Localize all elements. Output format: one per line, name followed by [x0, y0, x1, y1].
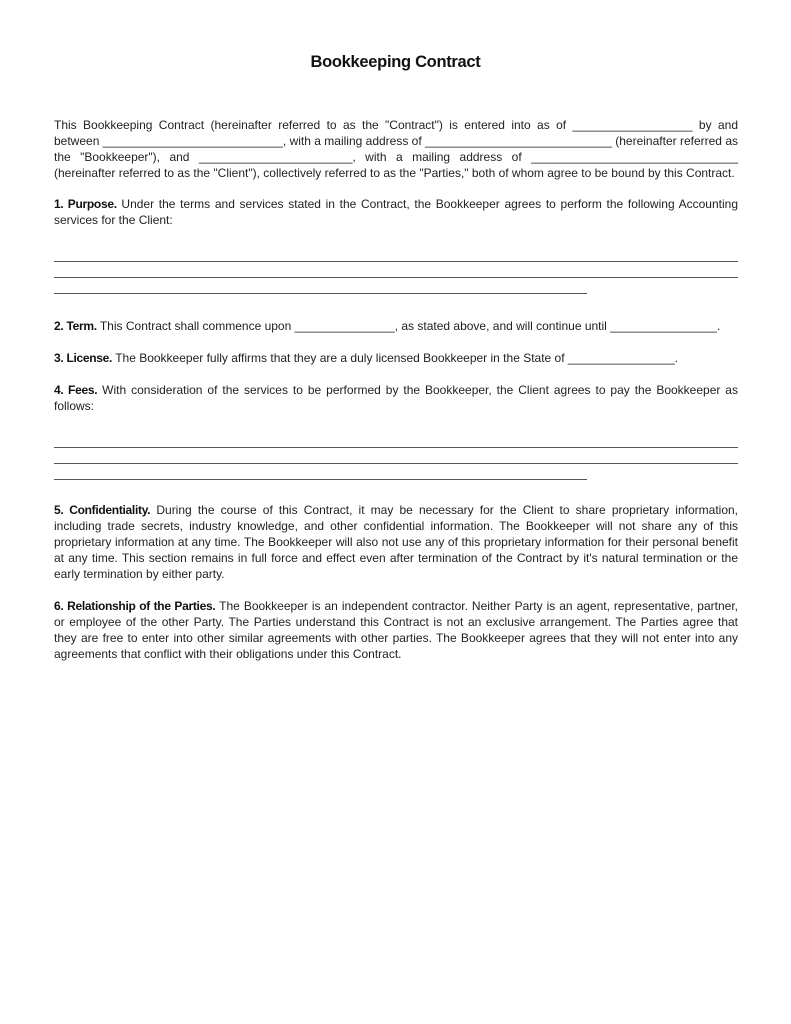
intro-paragraph: This Bookkeeping Contract (hereinafter referred to as the "Contract") is entered into as of __________________ by and between ___________________________, with a mailing address of ____________________________ (hereinafter referred as the "Bookkeeper"), and _______________________, with a mailing address of _______________________________ (hereinafter referred to as the "Client"), collectively referred to as the "Parties," both of whom agree to be bound by this Contract.: [54, 118, 738, 180]
document-body: [54, 117, 738, 662]
blank-line: [54, 432, 738, 448]
purpose-blank-lines: [54, 246, 738, 294]
section-heading: 6. Relationship of the Parties.: [54, 599, 216, 613]
section-text: The Bookkeeper is an independent contractor. Neither Party is an agent, representative, partner, or employee of the other Party. The Parties understand this Contract is not an exclusive arrangement. The Parties agree that they are free to enter into other similar agreements with other parties. The Bookkeeper agrees that they will not enter into any agreements that conflict with their obligations under this Contract.: [54, 599, 738, 661]
section-confidentiality: [54, 502, 738, 582]
section-heading: 3. License.: [54, 351, 113, 365]
blank-line: [54, 448, 738, 464]
section-text: This Contract shall commence upon _______________, as stated above, and will continue until ________________.: [96, 319, 721, 333]
section-heading: 2. Term.: [54, 319, 97, 333]
section-heading: 4. Fees.: [54, 383, 98, 397]
section-term: [54, 318, 738, 334]
blank-line: [54, 262, 738, 278]
fees-blank-lines: [54, 432, 738, 480]
section-purpose: [54, 196, 738, 228]
section-text: Under the terms and services stated in the Contract, the Bookkeeper agrees to perform the following Accounting services for the Client:: [54, 197, 739, 227]
blank-line: [54, 278, 587, 294]
section-heading: 5. Confidentiality.: [54, 503, 151, 517]
section-fees: [54, 382, 738, 414]
document-title: Bookkeeping Contract: [310, 53, 481, 71]
section-text: During the course of this Contract, it may be necessary for the Client to share proprietary information, including trade secrets, industry knowledge, and other confidential information. The Bookkeeper will not share any of this proprietary information at any time. The Bookkeeper will also not use any of this proprietary information for their personal benefit at any time. This section remains in full force and effect even after termination of the Contract by it's natural termination or the early termination by either party.: [54, 503, 738, 581]
section-heading: 1. Purpose.: [54, 197, 117, 211]
section-text: The Bookkeeper fully affirms that they are a duly licensed Bookkeeper in the State of ________________.: [112, 351, 679, 365]
blank-line: [54, 246, 738, 262]
section-text: With consideration of the services to be performed by the Bookkeeper, the Client agrees to pay the Bookkeeper as follows:: [54, 383, 738, 413]
blank-line: [54, 464, 587, 480]
section-license: [54, 350, 738, 366]
section-relationship: [54, 598, 738, 662]
